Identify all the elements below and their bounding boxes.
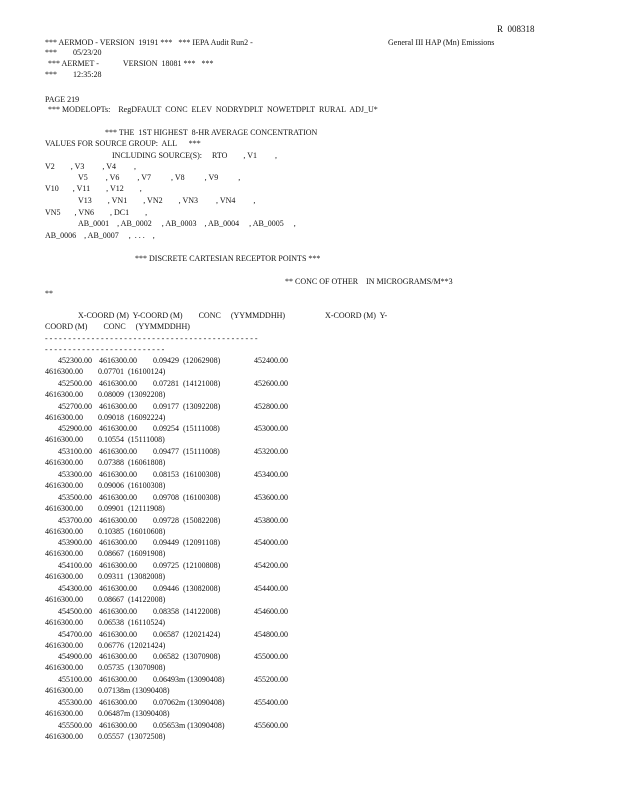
header-line-4: *** 12:35:28 <box>45 70 102 79</box>
y-coord-cell: 4616300.00 <box>99 538 137 548</box>
conc-cell: 0.09177 (13092208) <box>153 401 221 411</box>
x-coord-cell: 453700.00 <box>58 515 92 525</box>
units-line-continuation: ** <box>45 289 53 298</box>
y-coord-cell: 4616300.00 <box>99 515 137 525</box>
header-run-title: General III HAP (Mn) Emissions <box>388 38 495 47</box>
x-coord-cell: 455500.00 <box>58 720 92 730</box>
conc-2-cell: 0.07701 (16100124) <box>98 367 166 376</box>
page-number: PAGE 219 <box>45 95 80 104</box>
x-coord-2-cell: 454800.00 <box>254 629 288 639</box>
conc-cell: 0.09446 (13082008) <box>153 584 221 593</box>
x-coord-2-cell: 454400.00 <box>254 584 288 593</box>
y-coord-2-cell: 4616300.00 <box>45 389 83 399</box>
x-coord-2-cell: 453800.00 <box>254 515 288 525</box>
x-coord-cell: 452300.00 <box>58 356 92 365</box>
conc-2-cell: 0.09901 (12111908) <box>98 503 165 513</box>
x-coord-2-cell: 453200.00 <box>254 447 288 457</box>
conc-2-cell: 0.08667 (16091908) <box>98 549 166 559</box>
conc-cell: 0.09728 (15082208) <box>153 515 221 525</box>
source-list-line: V13 , VN1 , VN2 , VN3 , VN4 , <box>78 196 256 205</box>
x-coord-cell: 454500.00 <box>58 606 92 616</box>
x-coord-2-cell: 452600.00 <box>254 378 288 388</box>
header-line-2: *** 05/23/20 <box>45 48 102 57</box>
y-coord-2-cell: 4616300.00 <box>45 617 83 627</box>
y-coord-2-cell: 4616300.00 <box>45 458 83 468</box>
x-coord-2-cell: 454600.00 <box>254 606 288 616</box>
source-list-line: AB_0001 , AB_0002 , AB_0003 , AB_0004 , AB_0005 , <box>78 219 296 228</box>
y-coord-cell: 4616300.00 <box>99 447 137 457</box>
conc-cell: 0.09449 (12091108) <box>153 538 221 548</box>
conc-2-cell: 0.06487m (13090408) <box>98 709 170 718</box>
y-coord-cell: 4616300.00 <box>99 606 137 616</box>
dash-separator: - - - - - - - - - - - - - - - - - - - - - - - - - - - - - - - - - - - - - - - - - - - - - - <box>45 334 258 343</box>
y-coord-2-cell: 4616300.00 <box>45 481 83 490</box>
x-coord-cell: 453500.00 <box>58 492 92 502</box>
page-reference: R 008318 <box>497 24 535 34</box>
conc-cell: 0.09477 (15111008) <box>153 447 220 457</box>
conc-cell: 0.06493m (13090408) <box>153 675 225 685</box>
y-coord-cell: 4616300.00 <box>99 561 137 571</box>
section-title: *** DISCRETE CARTESIAN RECEPTOR POINTS *** <box>135 254 321 263</box>
y-coord-cell: 4616300.00 <box>99 401 137 411</box>
y-coord-2-cell: 4616300.00 <box>45 412 83 422</box>
x-coord-cell: 454900.00 <box>58 652 92 662</box>
units-line: ** CONC OF OTHER IN MICROGRAMS/M**3 <box>285 277 453 286</box>
y-coord-cell: 4616300.00 <box>99 652 137 662</box>
conc-cell: 0.08153 (16100308) <box>153 470 221 479</box>
conc-2-cell: 0.07388 (16061808) <box>98 458 166 468</box>
source-list-line: V2 , V3 , V4 , <box>45 162 137 171</box>
conc-2-cell: 0.09006 (16100308) <box>98 481 166 490</box>
y-coord-2-cell: 4616300.00 <box>45 663 83 673</box>
x-coord-cell: 453300.00 <box>58 470 92 479</box>
y-coord-2-cell: 4616300.00 <box>45 503 83 513</box>
x-coord-cell: 454700.00 <box>58 629 92 639</box>
conc-2-cell: 0.06776 (12021424) <box>98 640 166 650</box>
conc-2-cell: 0.05735 (13070908) <box>98 663 166 673</box>
x-coord-2-cell: 454200.00 <box>254 561 288 571</box>
y-coord-2-cell: 4616300.00 <box>45 549 83 559</box>
conc-cell: 0.07281 (14121008) <box>153 378 221 388</box>
y-coord-cell: 4616300.00 <box>99 584 137 593</box>
conc-2-cell: 0.09311 (13082008) <box>98 572 166 582</box>
source-list-line: VN5 , VN6 , DC1 , <box>45 208 148 217</box>
y-coord-cell: 4616300.00 <box>99 424 137 434</box>
y-coord-2-cell: 4616300.00 <box>45 731 83 741</box>
conc-2-cell: 0.05557 (13072508) <box>98 731 166 741</box>
x-coord-2-cell: 455400.00 <box>254 698 288 707</box>
source-list-line: V5 , V6 , V7 , V8 , V9 , <box>78 173 241 182</box>
dash-separator: - - - - - - - - - - - - - - - - - - - - - - - - - - <box>45 345 165 354</box>
header-line-3: *** AERMET - VERSION 18081 *** *** <box>48 59 214 68</box>
conc-cell: 0.09708 (16100308) <box>153 492 221 502</box>
conc-2-cell: 0.10554 (15111008) <box>98 435 165 445</box>
x-coord-cell: 455300.00 <box>58 698 92 707</box>
conc-2-cell: 0.08009 (13092208) <box>98 389 166 399</box>
model-options: *** MODELOPTs: RegDFAULT CONC ELEV NODRYDPLT NOWETDPLT RURAL ADJ_U* <box>48 105 378 114</box>
y-coord-cell: 4616300.00 <box>99 492 137 502</box>
x-coord-2-cell: 453400.00 <box>254 470 288 479</box>
y-coord-cell: 4616300.00 <box>99 720 137 730</box>
source-list-line: AB_0006 , AB_0007 , . . . , <box>45 231 155 240</box>
included-sources-line: INCLUDING SOURCE(S): RTO , V1 , <box>112 151 278 160</box>
x-coord-cell: 454100.00 <box>58 561 92 571</box>
conc-2-cell: 0.06538 (16110524) <box>98 617 166 627</box>
column-header-continuation: COORD (M) CONC (YYMMDDHH) <box>45 322 190 331</box>
x-coord-2-cell: 454000.00 <box>254 538 288 548</box>
conc-cell: 0.07062m (13090408) <box>153 698 225 707</box>
y-coord-2-cell: 4616300.00 <box>45 435 83 445</box>
x-coord-cell: 454300.00 <box>58 584 92 593</box>
conc-cell: 0.05653m (13090408) <box>153 720 225 730</box>
x-coord-cell: 453100.00 <box>58 447 92 457</box>
y-coord-2-cell: 4616300.00 <box>45 595 83 604</box>
x-coord-cell: 452700.00 <box>58 401 92 411</box>
x-coord-2-cell: 455200.00 <box>254 675 288 685</box>
y-coord-2-cell: 4616300.00 <box>45 640 83 650</box>
conc-cell: 0.06582 (13070908) <box>153 652 221 662</box>
y-coord-cell: 4616300.00 <box>99 356 137 365</box>
x-coord-cell: 455100.00 <box>58 675 92 685</box>
x-coord-2-cell: 455600.00 <box>254 720 288 730</box>
y-coord-2-cell: 4616300.00 <box>45 709 83 718</box>
y-coord-2-cell: 4616300.00 <box>45 686 83 696</box>
conc-cell: 0.08358 (14122008) <box>153 606 221 616</box>
x-coord-2-cell: 452800.00 <box>254 401 288 411</box>
x-coord-2-cell: 455000.00 <box>254 652 288 662</box>
column-header: X-COORD (M) Y-COORD (M) CONC (YYMMDDHH) X-COORD (M) Y- <box>78 311 388 320</box>
conc-cell: 0.09725 (12100808) <box>153 561 221 571</box>
x-coord-cell: 452900.00 <box>58 424 92 434</box>
table-title: *** THE 1ST HIGHEST 8-HR AVERAGE CONCENTRATION <box>105 128 318 137</box>
x-coord-2-cell: 453600.00 <box>254 492 288 502</box>
x-coord-cell: 452500.00 <box>58 378 92 388</box>
conc-cell: 0.09429 (12062908) <box>153 356 221 365</box>
y-coord-2-cell: 4616300.00 <box>45 367 83 376</box>
source-list-line: V10 , V11 , V12 , <box>45 184 142 193</box>
y-coord-cell: 4616300.00 <box>99 470 137 479</box>
y-coord-2-cell: 4616300.00 <box>45 526 83 536</box>
conc-2-cell: 0.10385 (16010608) <box>98 526 166 536</box>
x-coord-2-cell: 453000.00 <box>254 424 288 434</box>
y-coord-cell: 4616300.00 <box>99 698 137 707</box>
header-line-1: *** AERMOD - VERSION 19191 *** *** IEPA Audit Run2 - <box>45 38 253 47</box>
conc-2-cell: 0.07138m (13090408) <box>98 686 170 696</box>
y-coord-cell: 4616300.00 <box>99 629 137 639</box>
x-coord-cell: 453900.00 <box>58 538 92 548</box>
conc-cell: 0.06587 (12021424) <box>153 629 221 639</box>
y-coord-cell: 4616300.00 <box>99 378 137 388</box>
conc-2-cell: 0.09018 (16092224) <box>98 412 166 422</box>
source-group-line: VALUES FOR SOURCE GROUP: ALL *** <box>45 139 201 148</box>
y-coord-2-cell: 4616300.00 <box>45 572 83 582</box>
conc-2-cell: 0.08667 (14122008) <box>98 595 166 604</box>
conc-cell: 0.09254 (15111008) <box>153 424 220 434</box>
y-coord-cell: 4616300.00 <box>99 675 137 685</box>
x-coord-2-cell: 452400.00 <box>254 356 288 365</box>
